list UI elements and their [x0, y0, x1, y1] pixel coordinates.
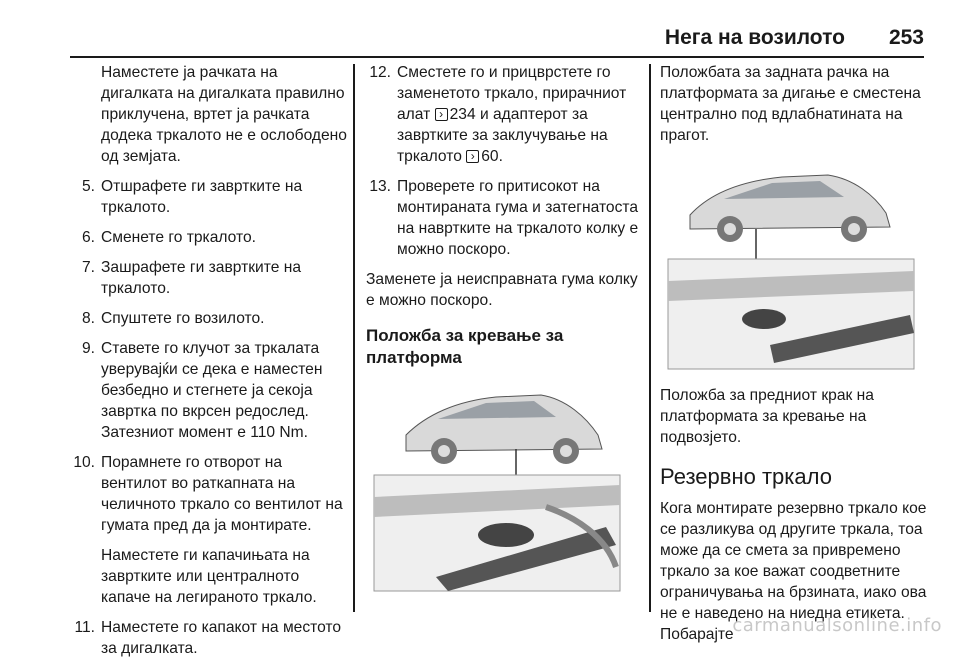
section-heading-spare-wheel: Резервно тркало: [660, 464, 832, 489]
step-6: 6. Сменете го тркалото.: [81, 229, 256, 246]
page-header: [0, 26, 924, 50]
page-ref-link[interactable]: 234: [449, 106, 476, 123]
page-title: Нега на возилото: [664, 26, 845, 49]
step-5: 5. Отшрафете ги завртките на тркалото.: [81, 178, 303, 216]
step-7: 7. Зашрафете ги завртките на тркалото.: [81, 259, 301, 297]
header-rule: [70, 56, 924, 58]
step-12: 12. Сместете го и прицврстете го заменетото тркало, прирачниот алат › 234 и адаптерот за завртките за заклучување на тркалото › 60.: [369, 64, 627, 165]
column-3: [660, 62, 930, 654]
column-divider-1: [353, 64, 355, 612]
step-13: 13. Проверете го притисокот на монтираната гума и затегнатоста на навртките на тркалото колку е можно поскоро.: [369, 178, 639, 258]
rear-arm-paragraph: Положбата за задната рачка на платформата за дигање е сместена централно под вдлабнатинатa на прагот.: [660, 64, 921, 144]
replace-tyre-paragraph: Заменете ја неисправната гума колку е можно поскоро.: [366, 271, 638, 309]
column-2: [366, 62, 642, 607]
page-number: 253: [888, 26, 924, 49]
page-ref-link[interactable]: 60.: [481, 148, 503, 165]
column-divider-2: [649, 64, 651, 612]
step-9: 9. Ставете го клучот за тркалата уверувајќи се дека е наместен безбедно и стегнете ја секоја завртка по вкрсен редослед. Затезниот момент е 110 Nm.: [81, 340, 323, 441]
front-arm-paragraph: Положба за предниот крак на платформата за кревање на подвозјето.: [660, 387, 874, 446]
page-reference-icon: ›: [435, 108, 448, 121]
step-10-note: Наместете ги капачињата на завртките или централното капаче на легираното тркало.: [101, 547, 317, 606]
section-heading-lift: Положба за кревање за платформа: [366, 326, 564, 367]
watermark: carmanualsonline.info: [732, 615, 942, 636]
spare-wheel-paragraph: Кога монтирате резервно тркало кое се разликува од другите тркала, тоа може да се смета за привремено тркало за кое важат соодветните ограничувања на брзината, иако ова не е наведено на ниедна етикета. Побарајте: [660, 500, 927, 643]
column-1: [70, 62, 352, 668]
page-reference-icon: ›: [466, 150, 479, 163]
front-lift-point-illustration: [660, 155, 922, 375]
step-11: 11. Наместете го капакот на местото за дигалката.: [74, 619, 342, 657]
step-10: 10. Порамнете го отворот на вентилот во раткапната на челичното тркало со вентилот на гумата пред да ја монтирате.: [73, 454, 343, 534]
lead-paragraph: Наместете ја рачката на дигалката на дигалката правилно приклучена, вртет ја рачката додека тркалото не е ослободено од земјата.: [101, 64, 347, 165]
step-8: 8. Спуштете го возилото.: [81, 310, 265, 327]
rear-lift-point-illustration: [366, 377, 628, 597]
